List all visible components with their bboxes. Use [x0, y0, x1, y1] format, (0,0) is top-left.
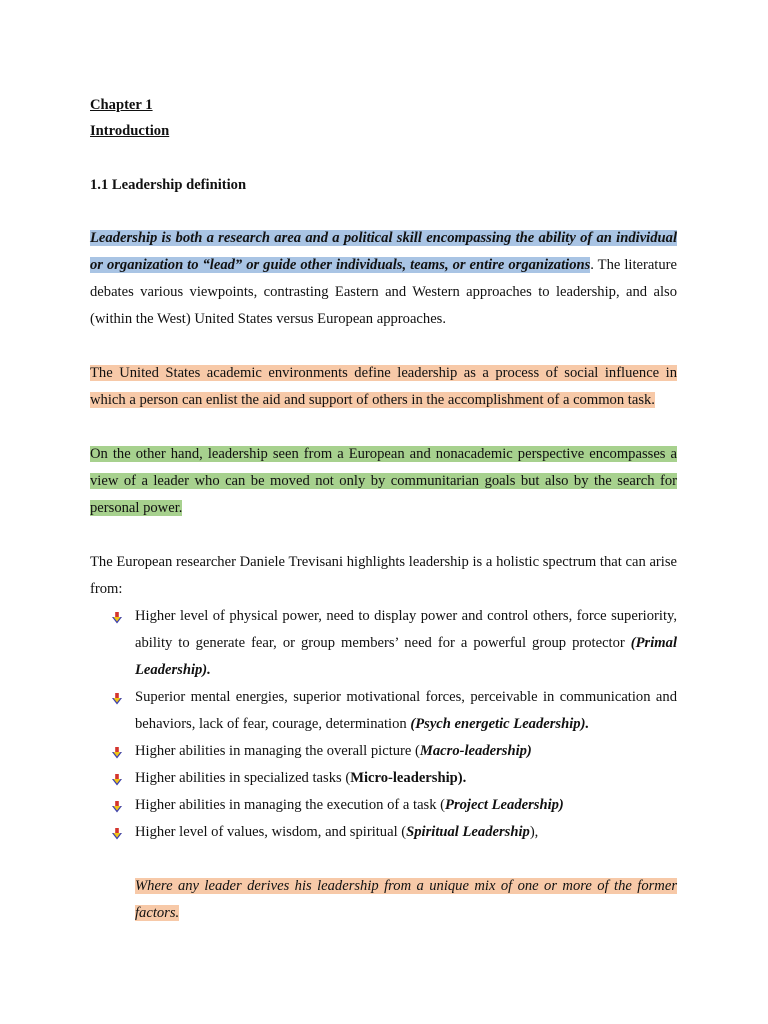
list-item	[90, 603, 677, 684]
list-item	[90, 792, 677, 819]
bullet-emphasis: Spiritual Leadership	[406, 824, 530, 840]
closing-quote	[135, 873, 677, 927]
chapter-number	[90, 92, 677, 118]
bullet-emphasis: Macro-leadership)	[419, 743, 532, 759]
spacer	[90, 198, 677, 225]
bullet-text: Superior mental energies, superior motivational forces, perceivable in communication and behaviors, lack of fear, courage, determination	[135, 689, 677, 732]
bullet-after: ),	[529, 824, 539, 840]
arrow-down-bullet-icon	[111, 801, 123, 813]
arrow-down-bullet-icon	[111, 693, 123, 705]
list-item	[90, 738, 677, 765]
bullet-text: Higher abilities in managing the overall picture (	[135, 743, 420, 759]
bullet-emphasis: Project Leadership)	[445, 797, 564, 813]
definition-rest: The literature debates various viewpoints, contrasting Eastern and Western approaches to leadership, and also (within the West) United States versus European approaches.	[90, 257, 677, 327]
bullet-emphasis: (Psych energetic Leadership).	[410, 716, 590, 732]
spacer	[90, 333, 677, 360]
chapter-number-text: Chapter 1	[90, 97, 153, 113]
bullet-text: Higher level of physical power, need to display power and control others, force superiority, ability to generate fear, or group members’ need for a powerful group protector	[135, 608, 677, 651]
document-page	[90, 92, 677, 927]
list-item	[90, 765, 677, 792]
arrow-down-bullet-icon	[111, 747, 123, 759]
section-heading: 1.1 Leadership definition	[90, 177, 247, 193]
list-item	[90, 819, 677, 846]
highlighted-definition: Leadership is both a research area and a political skill encompassing the ability of an individual or organization to “lead” or guide other individuals, teams, or entire organizations	[90, 230, 677, 273]
arrow-down-bullet-icon	[111, 828, 123, 840]
bullet-text: Higher level of values, wisdom, and spiritual (	[135, 824, 407, 840]
bullet-emphasis: Micro-leadership).	[350, 770, 467, 786]
spacer	[90, 522, 677, 549]
spacer	[90, 414, 677, 441]
chapter-title	[90, 118, 677, 144]
bullet-text: Higher abilities in managing the execution of a task (	[135, 797, 446, 813]
paragraph-trevisani: The European researcher Daniele Trevisani highlights leadership is a holistic spectrum that can arise from:	[90, 554, 677, 597]
bullet-text: Higher abilities in specialized tasks (	[135, 770, 351, 786]
leadership-sources-list	[90, 603, 677, 846]
paragraph-european-view	[90, 441, 677, 522]
highlighted-closing-quote: Where any leader derives his leadership from a unique mix of one or more of the former factors.	[135, 878, 677, 921]
bullet-emphasis: (Primal Leadership).	[135, 635, 677, 678]
paragraph-us-view	[90, 360, 677, 414]
highlighted-us-view: The United States academic environments define leadership as a process of social influence in which a person can enlist the aid and support of others in the accomplishment of a common task.	[90, 365, 677, 408]
list-item	[90, 684, 677, 738]
arrow-down-bullet-icon	[111, 612, 123, 624]
paragraph-definition	[90, 225, 677, 333]
arrow-down-bullet-icon	[111, 774, 123, 786]
definition-period: .	[590, 257, 594, 273]
highlighted-european-view: On the other hand, leadership seen from a European and nonacademic perspective encompasses a view of a leader who can be moved not only by communitarian goals but also by the search for personal power.	[90, 446, 677, 516]
chapter-title-text: Introduction	[90, 123, 170, 139]
